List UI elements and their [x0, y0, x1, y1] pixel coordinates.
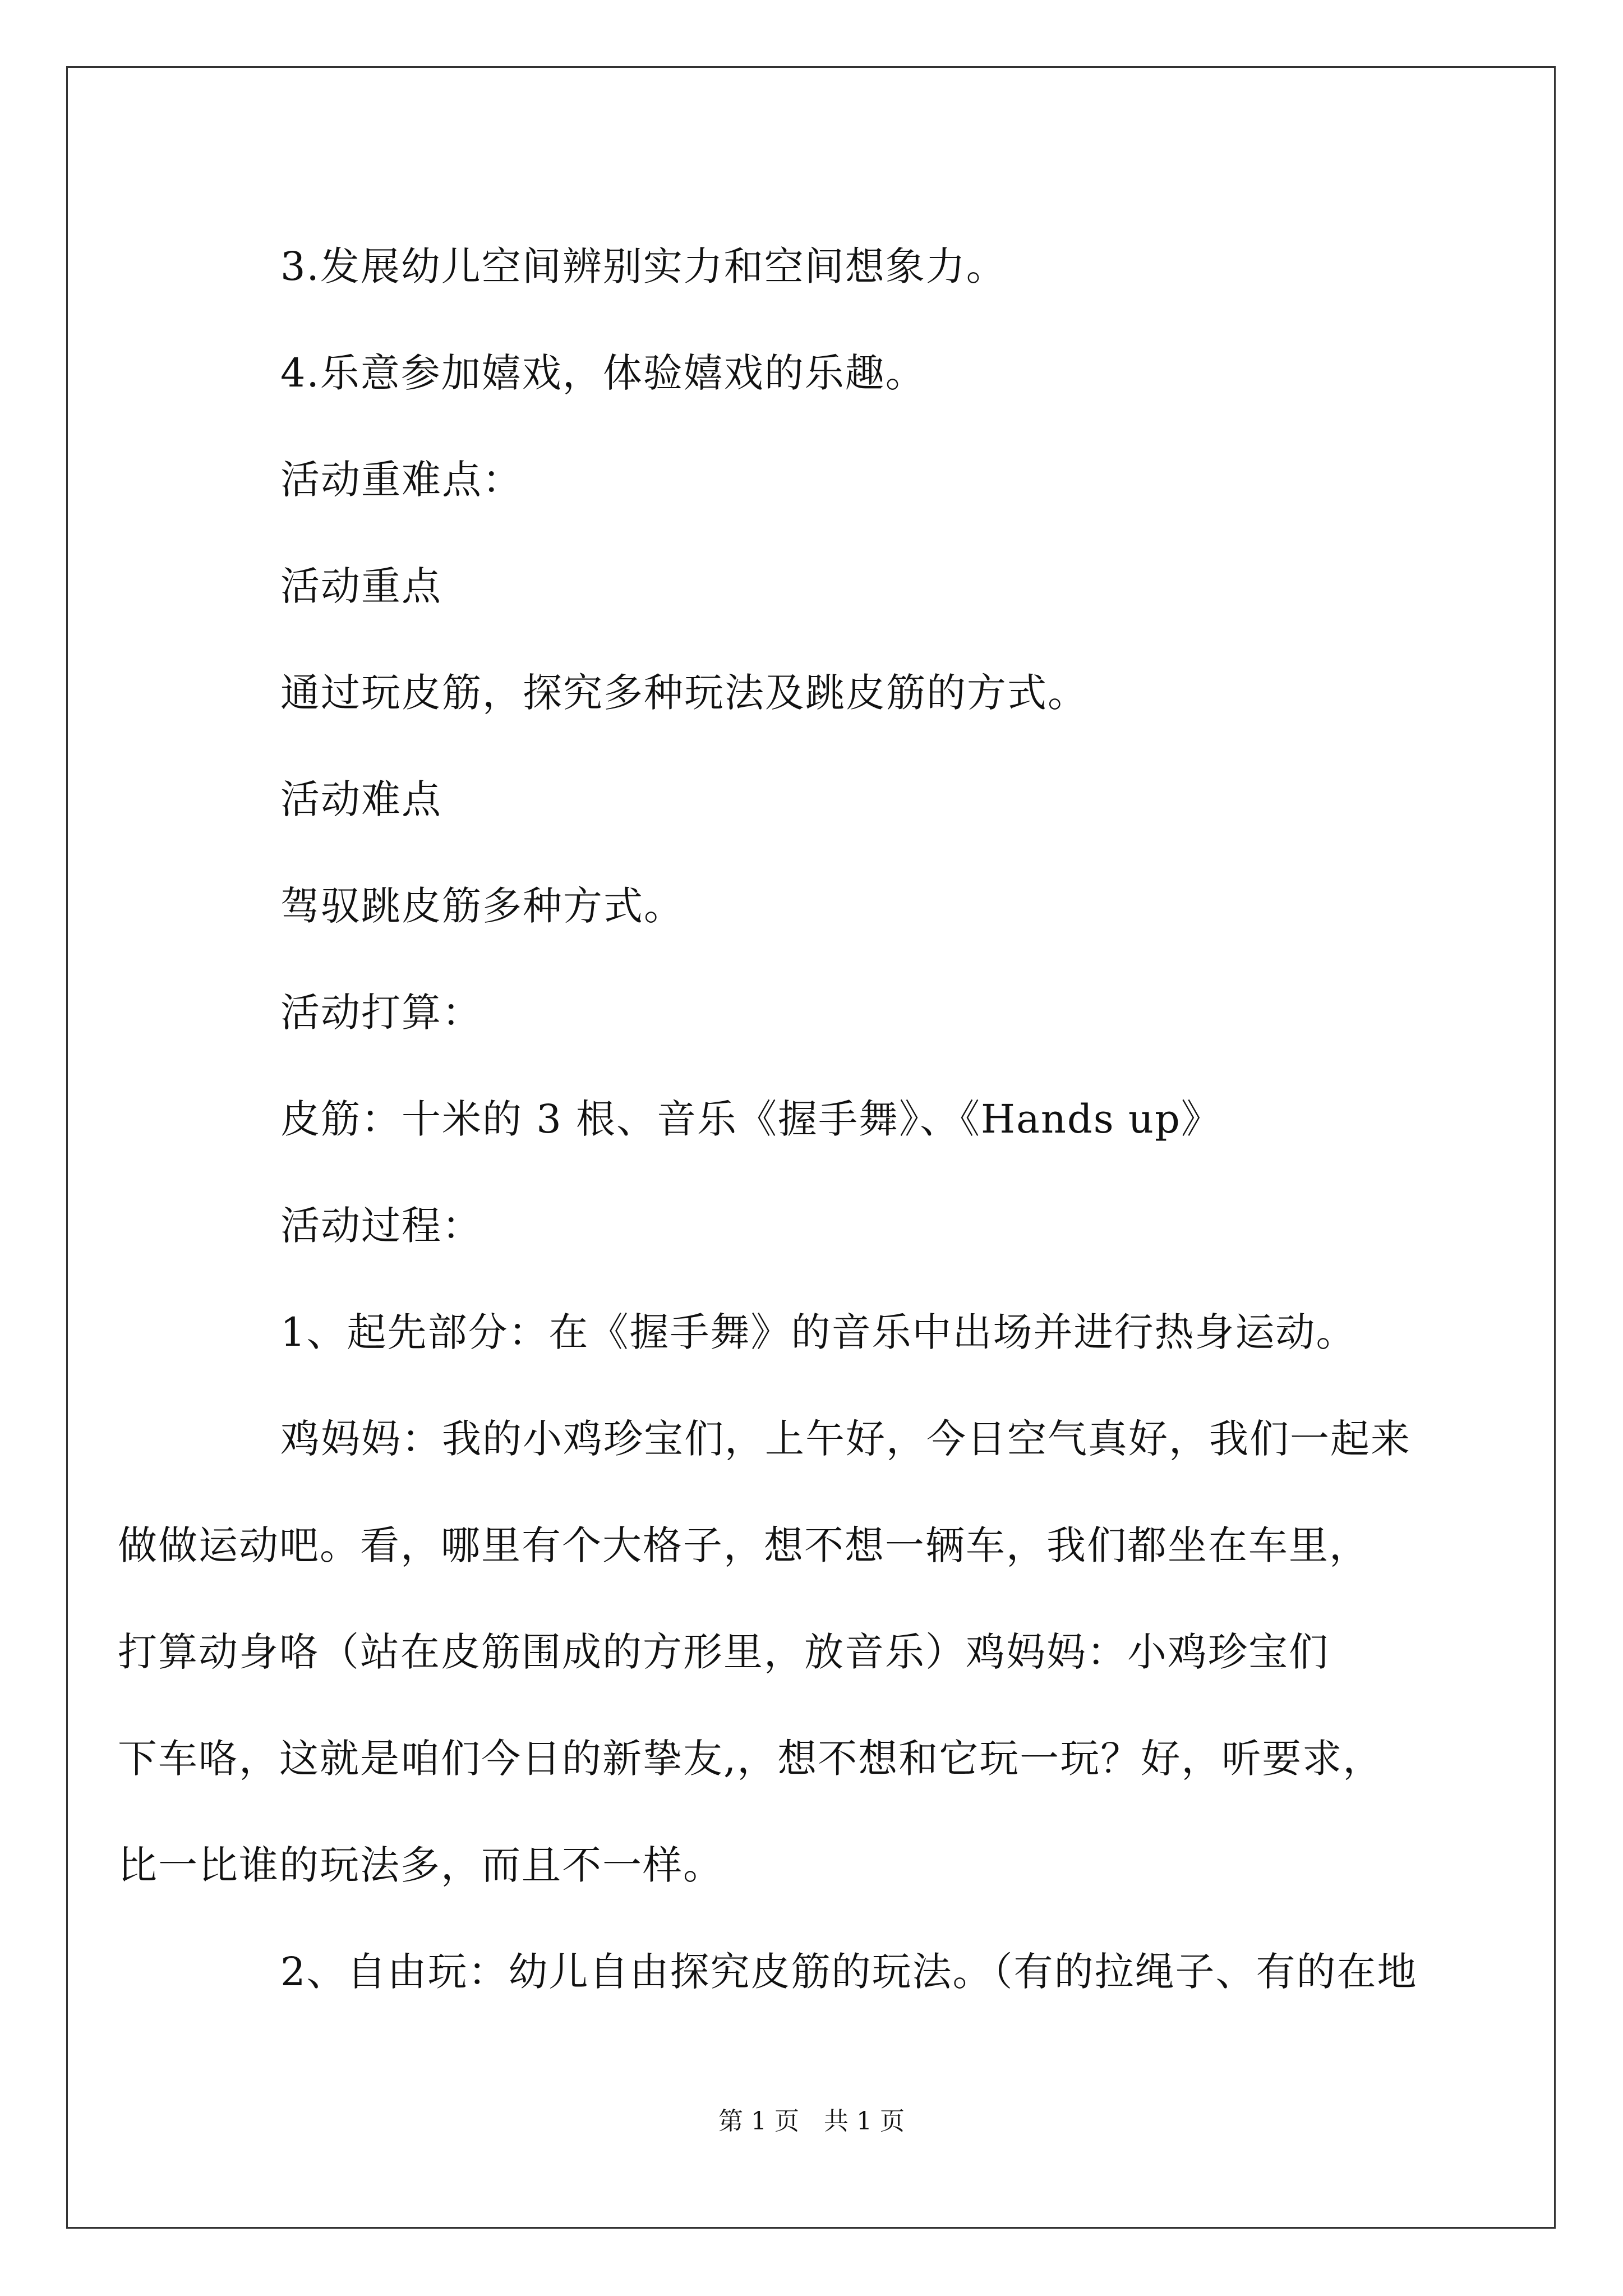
- page-footer: 第 1 页 共 1 页: [718, 2107, 905, 2136]
- heading-difficult-points: 活动难点: [280, 776, 442, 822]
- paragraph-goal-4: 4.乐意参加嬉戏，体验嬉戏的乐趣。: [280, 350, 926, 396]
- heading-preparation: 活动打算：: [280, 990, 482, 1036]
- paragraph-step-2: 2、自由玩：幼儿自由探究皮筋的玩法。（有的拉绳子、有的在地: [280, 1949, 1418, 1995]
- heading-key-points: 活动重点: [280, 563, 442, 609]
- dialogue-line: 鸡妈妈：我的小鸡珍宝们，上午好，今日空气真好，我们一起来: [280, 1416, 1411, 1462]
- heading-key-difficult-points: 活动重难点：: [280, 457, 523, 503]
- document-body: [118, 213, 1450, 2025]
- paragraph-goal-3: 3.发展幼儿空间辨别实力和空间想象力。: [280, 243, 1007, 289]
- paragraph-preparation: 皮筋：十米的 3 根、音乐《握手舞》、《Hands up》: [280, 1096, 1221, 1142]
- heading-process: 活动过程：: [280, 1203, 482, 1249]
- paragraph-hen-dialogue: [118, 1386, 1450, 1918]
- paragraph-step-1: 1、起先部分：在《握手舞》的音乐中出场并进行热身运动。: [280, 1309, 1357, 1355]
- paragraph-difficult-points: 驾驭跳皮筋多种方式。: [280, 883, 684, 929]
- dialogue-line: 打算动身咯（站在皮筋围成的方形里，放音乐）鸡妈妈：小鸡珍宝们: [118, 1629, 1329, 1675]
- paragraph-key-points: 通过玩皮筋，探究多种玩法及跳皮筋的方式。: [280, 670, 1088, 716]
- dialogue-line: 比一比谁的玩法多，而且不一样。: [118, 1842, 723, 1888]
- dialogue-line: 做做运动吧。看，哪里有个大格子，想不想一辆车，我们都坐在车里，: [118, 1522, 1370, 1568]
- dialogue-line: 下车咯，这就是咱们今日的新挚友,，想不想和它玩一玩？好，听要求，: [118, 1736, 1384, 1782]
